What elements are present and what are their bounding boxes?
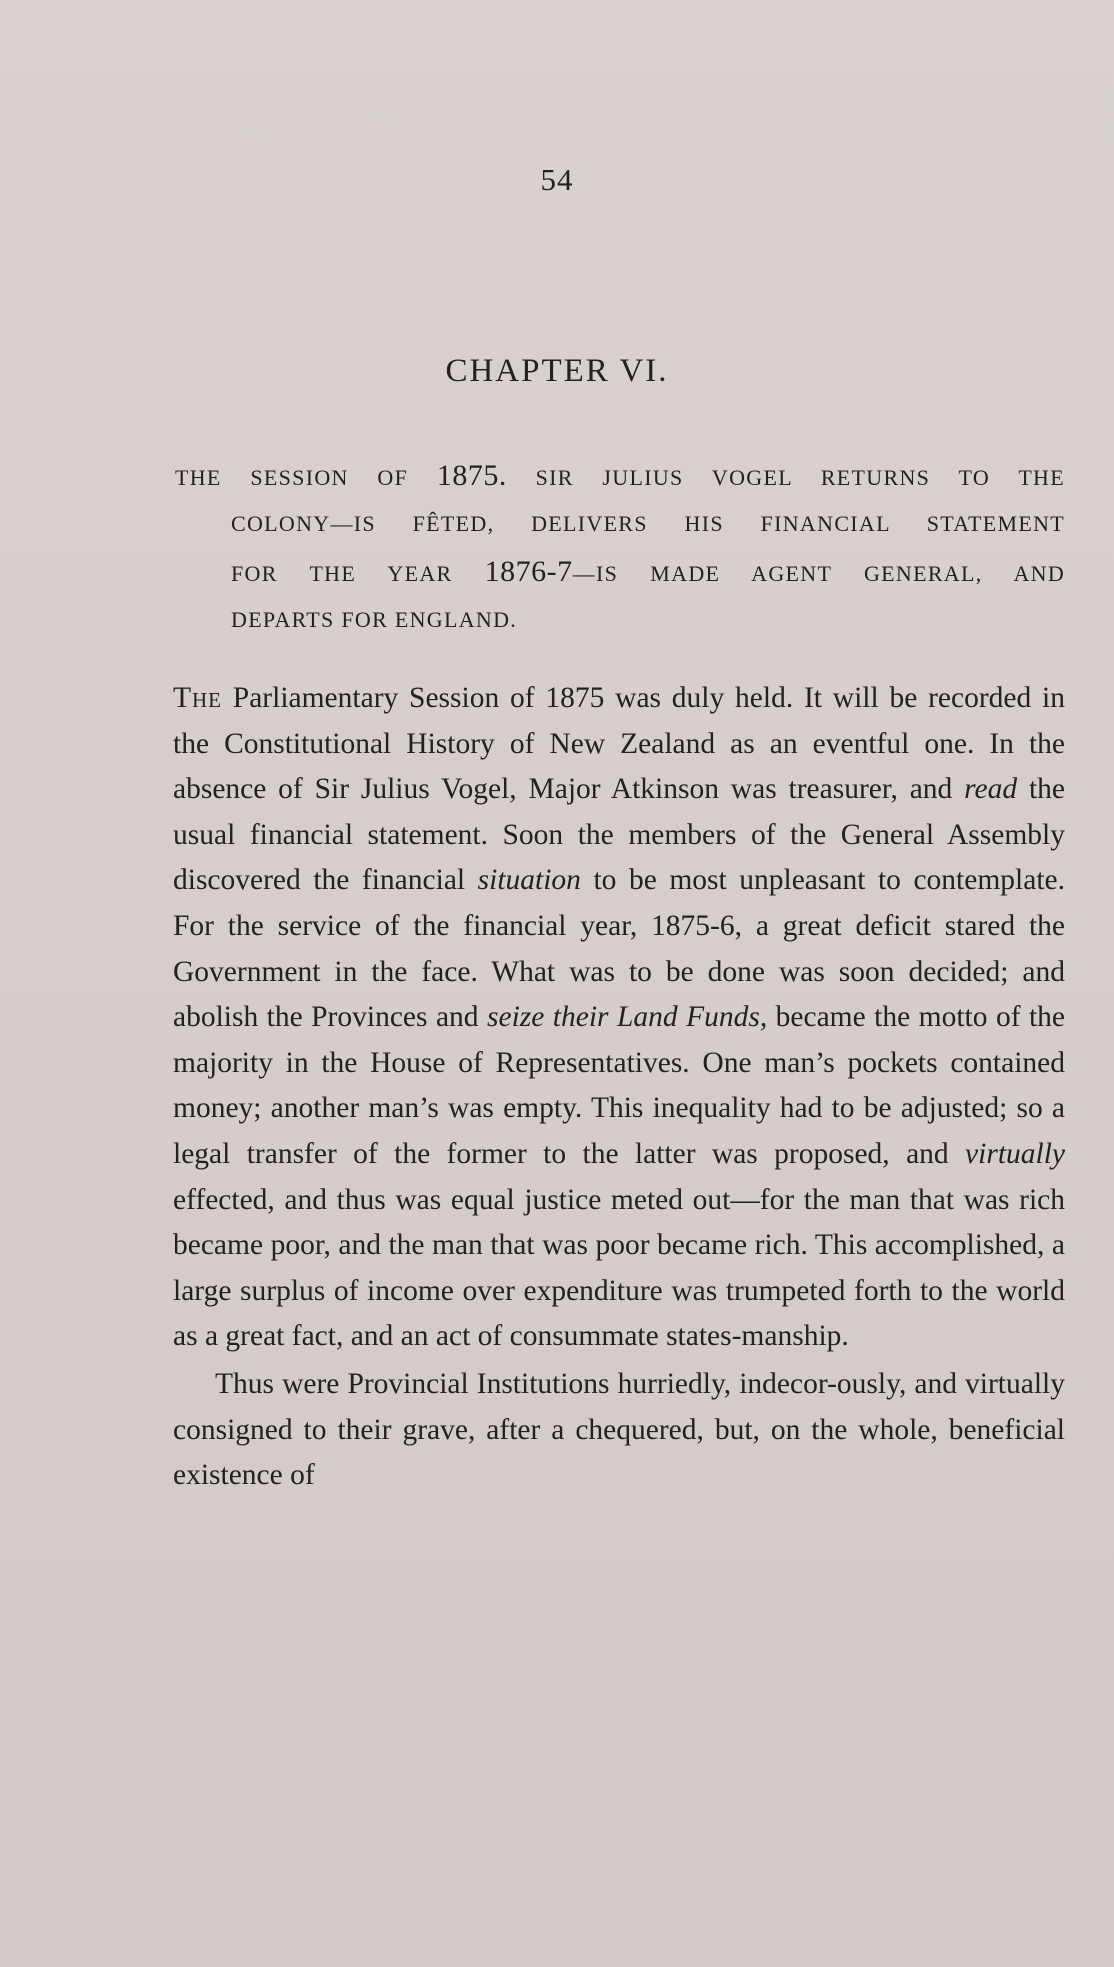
paragraph-text: effected, and thus was equal justice meted out—for the man that was rich became poor, and the man that was poor became rich. This accomplished, a large surplus of income over expenditure was trumpeted forth to the world as a great fact, and an act of consummate states-manship. bbox=[173, 1183, 1065, 1353]
paragraph-text: Parliamentary Session of 1875 was duly held. It will be recorded in the Constitutional History of New Zealand as an eventful one. In the absence of Sir Julius Vogel, Major Atkinson was treasurer, and bbox=[173, 682, 1065, 806]
page-number: 54 bbox=[540, 162, 574, 197]
paragraph-lead-word: The bbox=[173, 682, 223, 714]
synopsis-text: —IS MADE AGENT GENERAL, AND bbox=[572, 561, 1066, 586]
synopsis-text: THE SESSION OF bbox=[175, 465, 437, 490]
synopsis-line-1 bbox=[175, 452, 1065, 500]
synopsis-line-3 bbox=[175, 548, 1065, 596]
emphasis-text: seize their Land Funds, bbox=[487, 1001, 768, 1034]
synopsis-year: 1876-7 bbox=[484, 555, 573, 588]
paragraph-text: became the motto of the majority in the House of Representatives. One man’s pockets contained money; another man’s was empty. This inequality had to be adjusted; so a legal transfer of the former to the latter was proposed, and bbox=[173, 1001, 1066, 1170]
synopsis-text: SIR JULIUS VOGEL RETURNS TO THE bbox=[506, 465, 1065, 490]
emphasis-text: read bbox=[964, 773, 1018, 806]
emphasis-text: situation bbox=[477, 864, 581, 897]
paragraph-1 bbox=[173, 676, 1065, 1360]
synopsis-text: FOR THE YEAR bbox=[231, 561, 485, 586]
synopsis-line-2: COLONY—IS FÊTED, DELIVERS HIS FINANCIAL STATEMENT bbox=[231, 511, 1065, 536]
paragraph-text: to be most unpleasant to contemplate. For the service of the financial year, 1875-6, a great deficit stared the Government in the face. What was to be done was soon decided; and abolish the Provinces and bbox=[173, 864, 1065, 1034]
paragraph-2: Thus were Provincial Institutions hurriedly, indecor-ously, and virtually consigned to their grave, after a chequered, but, on the whole, beneficial existence of bbox=[173, 1367, 1065, 1492]
paragraph-text: the usual financial statement. Soon the members of the General Assembly discovered the financial bbox=[173, 773, 1065, 897]
synopsis-line-4: DEPARTS FOR ENGLAND. bbox=[231, 607, 518, 632]
emphasis-text: virtually bbox=[965, 1137, 1065, 1170]
synopsis-year: 1875. bbox=[436, 459, 507, 492]
body-text bbox=[173, 676, 1065, 1499]
chapter-synopsis bbox=[175, 452, 1065, 644]
chapter-title: CHAPTER VI. bbox=[445, 353, 669, 389]
